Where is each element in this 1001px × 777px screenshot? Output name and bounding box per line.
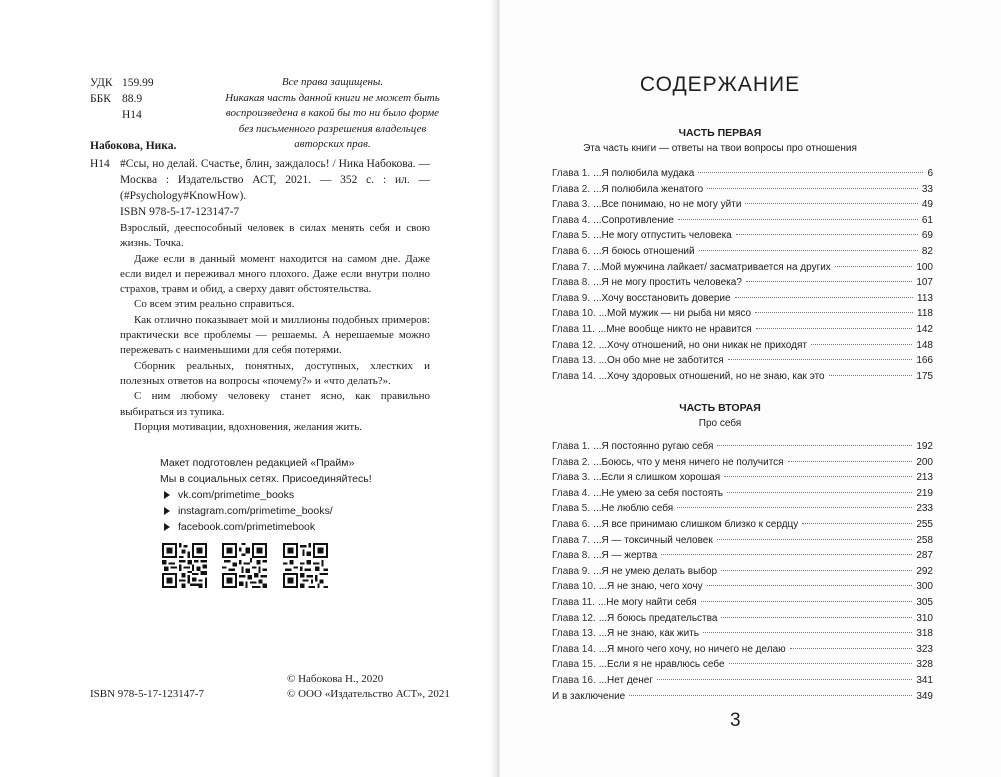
social-link-vk[interactable] bbox=[160, 487, 372, 503]
toc-page-number: 292 bbox=[916, 565, 933, 577]
toc-chapter-title: ...Не умею за себя постоять bbox=[593, 487, 723, 499]
toc-chapter-title: ...Я — токсичный человек bbox=[593, 534, 713, 546]
arrow-icon bbox=[164, 491, 170, 499]
annotation-paragraph: Как отлично показывает мой и миллионы подобных примеров: практически все проблемы — решаемы. А нерешаемые можно пережевать с наименьшими для себя потерями. bbox=[120, 313, 430, 357]
toc-page-number: 33 bbox=[921, 183, 933, 195]
toc-entry[interactable] bbox=[552, 308, 933, 324]
toc-leader-dots bbox=[755, 312, 913, 313]
toc-chapter-number: Глава 8. bbox=[552, 277, 591, 289]
annotation-paragraph: Со всем этим реально справиться. bbox=[134, 298, 295, 311]
toc-page-number: 310 bbox=[916, 612, 933, 624]
toc-leader-dots bbox=[701, 601, 913, 602]
toc-chapter-title: ...Я полюбила мудака bbox=[593, 168, 695, 179]
toc-chapter-title: ...Я постоянно ругаю себя bbox=[593, 441, 714, 452]
classification-codes bbox=[90, 75, 154, 123]
toc-page-number: 323 bbox=[916, 643, 933, 655]
toc-page-number: 318 bbox=[916, 628, 933, 640]
toc-chapter-title: ...Все понимаю, но не могу уйти bbox=[593, 199, 742, 211]
toc-leader-dots bbox=[788, 461, 913, 462]
toc-page-number: 200 bbox=[916, 456, 933, 468]
toc-entry[interactable] bbox=[552, 581, 933, 597]
toc-page-number: 213 bbox=[916, 472, 933, 484]
rights-notice bbox=[225, 75, 440, 153]
link-text: vk.com/primetime_books bbox=[178, 489, 295, 501]
copyright-line: © Набокова Н., 2020 bbox=[287, 673, 384, 685]
toc-chapter-title: ...Сопротивление bbox=[593, 214, 674, 226]
toc-leader-dots bbox=[707, 585, 913, 586]
toc-leader-dots bbox=[707, 188, 918, 189]
link-text: facebook.com/primetimebook bbox=[178, 521, 316, 533]
biblio-code: Н14 bbox=[90, 158, 110, 170]
annotation-paragraph: Взрослый, дееспособный человек в силах менять себя и свою жизнь. Точка. bbox=[120, 222, 430, 250]
toc-entry[interactable] bbox=[552, 371, 933, 387]
annotation-paragraph: Сборник реальных, понятных, доступных, хлестких и полезных ответов на вопросы «почему?» и «что делать?». bbox=[120, 359, 430, 387]
toc-chapter-title: ...Я не могу простить человека? bbox=[593, 277, 742, 289]
toc-entry[interactable] bbox=[552, 340, 933, 356]
toc-page-number: 300 bbox=[916, 581, 933, 593]
toc-page-number: 113 bbox=[917, 292, 933, 304]
part1-title: ЧАСТЬ ПЕРВАЯ bbox=[678, 127, 762, 139]
toc-entry[interactable] bbox=[552, 597, 933, 613]
toc-leader-dots bbox=[802, 523, 912, 524]
toc-entry[interactable] bbox=[552, 457, 933, 473]
contents-title: СОДЕРЖАНИЕ bbox=[639, 73, 801, 96]
toc-chapter-title: ...Я не умею делать выбор bbox=[593, 565, 718, 577]
toc-entry[interactable] bbox=[552, 613, 933, 629]
bbk-value: 88.9 bbox=[122, 93, 143, 105]
toc-chapter-number: Глава 5. bbox=[552, 230, 591, 242]
toc-chapter-title: ...Нет денег bbox=[598, 674, 653, 686]
toc-chapter-number: Глава 6. bbox=[552, 518, 591, 530]
toc-page-number: 107 bbox=[916, 277, 933, 289]
toc-chapter-number: Глава 16. bbox=[552, 674, 596, 686]
toc-leader-dots bbox=[678, 219, 918, 220]
toc-entry[interactable] bbox=[552, 659, 933, 675]
qr-code-icon[interactable] bbox=[162, 543, 207, 588]
toc-leader-dots bbox=[661, 554, 912, 555]
toc-chapter-title: ...Я боюсь предательства bbox=[598, 612, 718, 624]
toc-entry[interactable] bbox=[552, 184, 933, 200]
toc-page-number: 233 bbox=[916, 503, 933, 515]
rights-line: воспроизведена в какой бы то ни было форме bbox=[225, 107, 440, 119]
toc-leader-dots bbox=[735, 297, 913, 298]
toc-entry[interactable] bbox=[552, 441, 933, 457]
toc-chapter-title: ...Я не знаю, чего хочу bbox=[598, 581, 703, 593]
toc-chapter-title: ...Хочу отношений, но они никак не приходят bbox=[598, 339, 807, 351]
bibliographic-record bbox=[90, 156, 430, 220]
toc-chapter-title: ...Хочу здоровых отношений, но не знаю, как это bbox=[598, 370, 825, 382]
prime-prepared: Макет подготовлен редакцией «Прайм» bbox=[160, 457, 355, 469]
toc-part2 bbox=[552, 441, 933, 706]
toc-chapter-title: ...Если я не нравлюсь себе bbox=[598, 659, 725, 671]
toc-chapter-number: Глава 3. bbox=[552, 472, 591, 484]
toc-leader-dots bbox=[790, 648, 913, 649]
toc-chapter-number: Глава 10. bbox=[552, 308, 596, 320]
toc-page-number: 148 bbox=[916, 339, 933, 351]
part2-subtitle: Про себя bbox=[698, 418, 742, 429]
toc-chapter-title: ...Я не знаю, как жить bbox=[598, 628, 700, 640]
toc-entry[interactable] bbox=[552, 293, 933, 309]
toc-chapter-title: ...Не могу отпустить человека bbox=[593, 230, 732, 242]
social-link-instagram[interactable] bbox=[160, 503, 372, 519]
toc-entry[interactable] bbox=[552, 215, 933, 231]
part1-subtitle: Эта часть книги — ответы на твои вопросы про отношения bbox=[583, 143, 857, 154]
toc-page-number: 100 bbox=[916, 261, 933, 273]
biblio-text: #Ссы, но делай. Счастье, блин, заждалось! / Ника Набокова. — Москва : Издательство АСТ, 2021. — 352 с. : ил. — (#Psychology#KnowHow). bbox=[120, 158, 430, 202]
annotation-paragraph: С ним любому человеку станет ясно, как правильно выбираться из тупика. bbox=[120, 390, 430, 418]
toc-entry[interactable] bbox=[552, 355, 933, 371]
toc-leader-dots bbox=[717, 445, 912, 446]
toc-chapter-number: Глава 6. bbox=[552, 245, 591, 257]
toc-chapter-title: ...Если я слишком хорошая bbox=[593, 472, 721, 484]
toc-entry[interactable] bbox=[552, 262, 933, 278]
toc-page-number: 192 bbox=[916, 441, 933, 452]
toc-chapter-title: ...Хочу восстановить доверие bbox=[593, 292, 731, 304]
annotation-paragraph: Даже если в данный момент находится на самом дне. Даже если видел и переживал много плохого. Даже если внутри полно страхов, травм и обид, а сверху давят обстоятельства. bbox=[120, 252, 430, 296]
toc-leader-dots bbox=[829, 375, 913, 376]
arrow-icon bbox=[164, 523, 170, 531]
prime-social: Мы в социальных сетях. Присоединяйтесь! bbox=[160, 473, 372, 485]
toc-entry[interactable] bbox=[552, 675, 933, 691]
toc-chapter-title: ...Я полюбила женатого bbox=[593, 183, 704, 195]
toc-entry[interactable] bbox=[552, 324, 933, 340]
toc-page-number: 166 bbox=[916, 355, 933, 367]
toc-leader-dots bbox=[629, 695, 912, 696]
toc-page-number: 6 bbox=[927, 168, 933, 179]
toc-entry[interactable] bbox=[552, 277, 933, 293]
toc-entry[interactable] bbox=[552, 472, 933, 488]
isbn-bottom: ISBN 978-5-17-123147-7 bbox=[90, 688, 204, 700]
toc-leader-dots bbox=[721, 617, 912, 618]
toc-chapter-number: Глава 11. bbox=[552, 323, 595, 335]
toc-chapter-number: Глава 4. bbox=[552, 487, 591, 499]
toc-page-number: 349 bbox=[916, 690, 933, 702]
toc-entry[interactable] bbox=[552, 644, 933, 660]
qr-code-icon[interactable] bbox=[222, 543, 267, 588]
toc-chapter-number: Глава 9. bbox=[552, 565, 591, 577]
toc-leader-dots bbox=[835, 266, 913, 267]
toc-chapter-number: Глава 9. bbox=[552, 292, 591, 304]
toc-chapter-number: Глава 14. bbox=[552, 643, 596, 655]
toc-leader-dots bbox=[736, 234, 918, 235]
toc-leader-dots bbox=[745, 203, 917, 204]
toc-chapter-title: ...Я все принимаю слишком близко к сердцу bbox=[593, 518, 799, 530]
copyright bbox=[287, 672, 450, 702]
copyright-line: © ООО «Издательство АСТ», 2021 bbox=[287, 688, 450, 700]
link-text: instagram.com/primetime_books/ bbox=[178, 505, 333, 517]
toc-entry[interactable] bbox=[552, 628, 933, 644]
toc-page-number: 61 bbox=[921, 214, 933, 226]
toc-page-number: 287 bbox=[916, 550, 933, 562]
toc-page-number: 255 bbox=[916, 518, 933, 530]
rights-line: Никакая часть данной книги не может быть bbox=[225, 91, 440, 104]
toc-chapter-title: ...Мой мужчина лайкает/ засматривается на других bbox=[593, 261, 831, 273]
toc-entry[interactable] bbox=[552, 503, 933, 519]
publisher-block bbox=[160, 455, 372, 535]
toc-leader-dots bbox=[756, 328, 913, 329]
toc-leader-dots bbox=[657, 679, 912, 680]
toc-leader-dots bbox=[717, 539, 913, 540]
toc-chapter-number: Глава 15. bbox=[552, 659, 596, 671]
bbk-label: ББК bbox=[90, 93, 111, 105]
toc-entry[interactable] bbox=[552, 566, 933, 582]
annotation-paragraph: Порция мотивации, вдохновения, желания жить. bbox=[134, 420, 362, 433]
toc-entry[interactable] bbox=[552, 246, 933, 262]
toc-chapter-title: И в заключение bbox=[552, 690, 626, 702]
toc-entry[interactable] bbox=[552, 691, 933, 707]
toc-leader-dots bbox=[698, 172, 923, 173]
toc-chapter-number: Глава 13. bbox=[552, 628, 596, 640]
toc-chapter-number: Глава 5. bbox=[552, 503, 591, 515]
toc-chapter-title: ...Я — жертва bbox=[593, 550, 658, 562]
toc-chapter-number: Глава 10. bbox=[552, 581, 596, 593]
toc-chapter-number: Глава 1. bbox=[552, 168, 591, 179]
toc-page-number: 118 bbox=[917, 308, 933, 320]
toc-page-number: 328 bbox=[916, 659, 933, 671]
toc-chapter-number: Глава 11. bbox=[552, 596, 595, 608]
toc-leader-dots bbox=[703, 632, 912, 633]
toc-chapter-title: ...Я много чего хочу, но ничего не делаю bbox=[598, 643, 786, 655]
toc-page-number: 49 bbox=[921, 199, 933, 211]
qr-code-icon[interactable] bbox=[283, 543, 328, 588]
toc-chapter-title: ...Не люблю себя bbox=[593, 503, 674, 515]
toc-chapter-number: Глава 14. bbox=[552, 370, 596, 382]
toc-chapter-number: Глава 12. bbox=[552, 612, 596, 624]
page-number: 3 bbox=[730, 710, 741, 731]
toc-leader-dots bbox=[746, 281, 912, 282]
toc-page-number: 341 bbox=[916, 674, 933, 686]
arrow-icon bbox=[164, 507, 170, 515]
biblio-isbn: ISBN 978-5-17-123147-7 bbox=[120, 206, 240, 218]
toc-entry[interactable] bbox=[552, 168, 933, 184]
author-code: Н14 bbox=[122, 109, 142, 121]
toc-part1 bbox=[552, 168, 933, 386]
toc-leader-dots bbox=[699, 250, 918, 251]
rights-line: Все права защищены. bbox=[281, 76, 384, 88]
toc-page-number: 69 bbox=[921, 230, 933, 242]
toc-chapter-title: ...Мой мужик — ни рыба ни мясо bbox=[598, 308, 752, 320]
toc-entry[interactable] bbox=[552, 550, 933, 566]
rights-line: без письменного разрешения владельцев авторских прав. bbox=[238, 122, 427, 150]
toc-page-number: 175 bbox=[916, 370, 933, 382]
left-page bbox=[0, 0, 496, 777]
toc-entry[interactable] bbox=[552, 488, 933, 504]
toc-chapter-number: Глава 12. bbox=[552, 339, 596, 351]
toc-page-number: 142 bbox=[916, 323, 933, 335]
toc-leader-dots bbox=[721, 570, 912, 571]
toc-entry[interactable] bbox=[552, 519, 933, 535]
toc-chapter-title: ...Он обо мне не заботится bbox=[598, 355, 724, 367]
toc-entry[interactable] bbox=[552, 230, 933, 246]
udk-value: 159.99 bbox=[122, 77, 154, 89]
toc-entry[interactable] bbox=[552, 199, 933, 215]
toc-leader-dots bbox=[811, 344, 912, 345]
toc-entry[interactable] bbox=[552, 535, 933, 551]
toc-chapter-number: Глава 13. bbox=[552, 355, 596, 367]
toc-chapter-number: Глава 1. bbox=[552, 441, 591, 452]
toc-chapter-number: Глава 2. bbox=[552, 456, 591, 468]
toc-chapter-title: ...Мне вообще никто не нравится bbox=[597, 323, 752, 335]
toc-leader-dots bbox=[677, 507, 912, 508]
toc-leader-dots bbox=[724, 476, 912, 477]
toc-leader-dots bbox=[729, 663, 913, 664]
toc-chapter-number: Глава 7. bbox=[552, 534, 591, 546]
toc-chapter-title: ...Я боюсь отношений bbox=[593, 245, 695, 257]
toc-chapter-number: Глава 8. bbox=[552, 550, 591, 562]
toc-chapter-number: Глава 7. bbox=[552, 261, 591, 273]
toc-page-number: 82 bbox=[921, 245, 933, 257]
toc-page-number: 258 bbox=[916, 534, 933, 546]
toc-leader-dots bbox=[727, 492, 912, 493]
toc-chapter-title: ...Не могу найти себя bbox=[597, 596, 697, 608]
part2-title: ЧАСТЬ ВТОРАЯ bbox=[679, 402, 761, 414]
toc-page-number: 305 bbox=[916, 596, 933, 608]
toc-chapter-number: Глава 4. bbox=[552, 214, 591, 226]
author-name: Набокова, Ника. bbox=[90, 140, 177, 152]
toc-chapter-number: Глава 2. bbox=[552, 183, 591, 195]
social-link-facebook[interactable] bbox=[160, 519, 372, 535]
annotation bbox=[120, 221, 430, 435]
udk-label: УДК bbox=[90, 77, 113, 89]
toc-leader-dots bbox=[728, 359, 913, 360]
toc-chapter-number: Глава 3. bbox=[552, 199, 591, 211]
toc-chapter-title: ...Боюсь, что у меня ничего не получится bbox=[593, 456, 784, 468]
toc-page-number: 219 bbox=[916, 487, 933, 499]
